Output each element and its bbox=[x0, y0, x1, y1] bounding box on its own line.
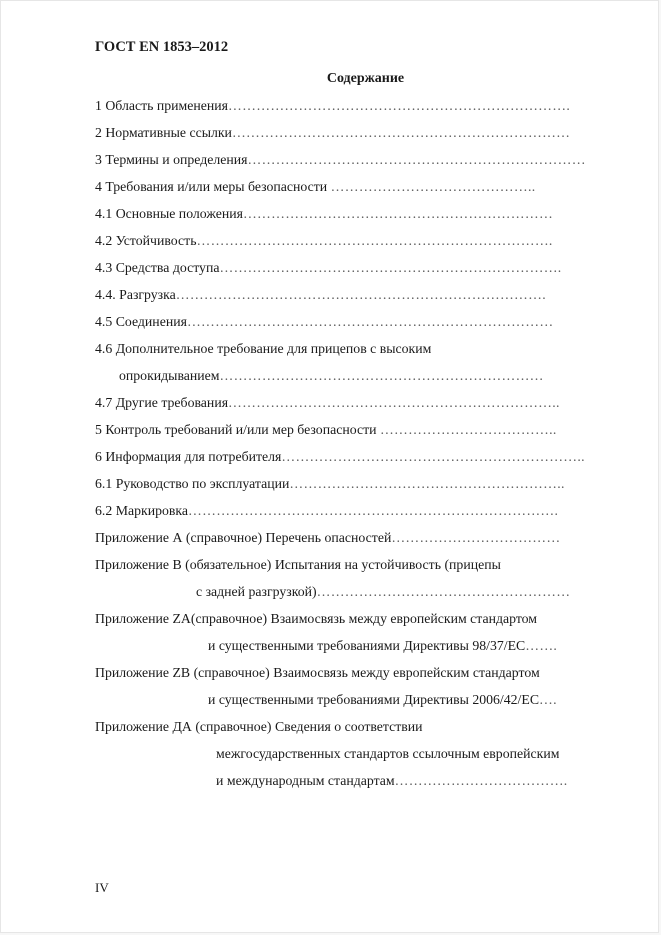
toc-entry-annex-b[interactable] bbox=[95, 556, 501, 574]
toc-leader-dots: ……………………………….. bbox=[379, 422, 557, 437]
toc-entry-annex-za-continued[interactable] bbox=[208, 637, 557, 655]
toc-leader-dots: ………………………………. bbox=[394, 773, 568, 788]
toc-entry-text: 4.4. Разгрузка bbox=[95, 287, 176, 302]
toc-leader-dots: ………………………………………………………………. bbox=[219, 260, 562, 275]
toc-entry-text: 4.5 Соединения bbox=[95, 314, 187, 329]
toc-entry-text: 4 Требования и/или меры безопасности bbox=[95, 179, 331, 194]
toc-entry-text: 2 Нормативные ссылки bbox=[95, 125, 232, 140]
toc-entry-4[interactable] bbox=[95, 178, 536, 196]
toc-leader-dots: …………………………………………………………….. bbox=[228, 395, 560, 410]
toc-entry-text: Приложение А (справочное) Перечень опасностей bbox=[95, 530, 392, 545]
toc-entry-text: Приложение ДА (справочное) Сведения о соответствии bbox=[95, 719, 423, 734]
toc-entry-text: 6.1 Руководство по эксплуатации bbox=[95, 476, 290, 491]
toc-entry-annex-zb-continued[interactable] bbox=[208, 691, 557, 709]
toc-entry-4-6-continued[interactable] bbox=[119, 367, 544, 385]
toc-entry-text: Приложение В (обязательное) Испытания на устойчивость (прицепы bbox=[95, 557, 501, 572]
toc-entry-6-1[interactable] bbox=[95, 475, 565, 493]
toc-entry-text: 4.2 Устойчивость bbox=[95, 233, 197, 248]
toc-entry-4-7[interactable] bbox=[95, 394, 560, 412]
toc-entry-4-4[interactable] bbox=[95, 286, 546, 304]
toc-entry-4-6[interactable] bbox=[95, 340, 431, 358]
toc-leader-dots: ……………………………………………………………………. bbox=[188, 503, 559, 518]
page-number: IV bbox=[95, 880, 109, 895]
toc-entry-annex-da-line2[interactable] bbox=[216, 745, 559, 763]
toc-leader-dots: ………………………………………………………………. bbox=[228, 98, 571, 113]
toc-entry-annex-da-line3[interactable] bbox=[216, 772, 568, 790]
toc-entry-text: и международным стандартам bbox=[216, 773, 395, 788]
toc-entry-annex-da[interactable] bbox=[95, 718, 423, 736]
toc-entry-text: межгосударственных стандартов ссылочным европейским bbox=[216, 746, 560, 761]
toc-entry-text: 6.2 Маркировка bbox=[95, 503, 189, 518]
toc-leader-dots: ………………………………………………….. bbox=[289, 476, 565, 491]
toc-title: Содержание bbox=[326, 71, 405, 86]
toc-entry-annex-zb[interactable] bbox=[95, 664, 540, 682]
toc-entry-text: и существенными требованиями Директивы 98/37/ЕС bbox=[208, 638, 526, 653]
toc-entry-text: 4.7 Другие требования bbox=[95, 395, 229, 410]
toc-entry-4-1[interactable] bbox=[95, 205, 553, 223]
toc-entry-1[interactable] bbox=[95, 97, 570, 115]
toc-entry-4-2[interactable] bbox=[95, 232, 553, 250]
toc-leader-dots: ……. bbox=[525, 638, 558, 653]
toc-leader-dots: …. bbox=[539, 692, 557, 707]
toc-entry-4-5[interactable] bbox=[95, 313, 553, 331]
toc-entry-text: 4.6 Дополнительное требование для прицепов с высоким bbox=[95, 341, 432, 356]
toc-leader-dots: ……………………………………………………………………. bbox=[175, 287, 547, 302]
document-code-header: ГОСТ EN 1853–2012 bbox=[95, 39, 229, 55]
toc-leader-dots: ………………………………………………………… bbox=[242, 206, 554, 221]
toc-leader-dots: ……………………………………………… bbox=[316, 584, 571, 599]
toc-entry-text: опрокидыванием bbox=[119, 368, 220, 383]
toc-leader-dots: …………………………………………………………………… bbox=[186, 314, 554, 329]
toc-leader-dots: …………………………………………………………… bbox=[219, 368, 544, 383]
toc-entry-text: 3 Термины и определения bbox=[95, 152, 248, 167]
toc-entry-text: с задней разгрузкой) bbox=[196, 584, 317, 599]
toc-leader-dots: ……………………………………………………….. bbox=[281, 449, 585, 464]
toc-entry-text: 4.1 Основные положения bbox=[95, 206, 243, 221]
toc-entry-5[interactable] bbox=[95, 421, 557, 439]
toc-entry-3[interactable] bbox=[95, 151, 586, 169]
toc-entry-text: 4.3 Средства доступа bbox=[95, 260, 220, 275]
toc-entry-text: Приложение ZA(справочное) Взаимосвязь между европейским стандартом bbox=[95, 611, 538, 626]
toc-leader-dots: …………………………………….. bbox=[330, 179, 536, 194]
toc-entry-2[interactable] bbox=[95, 124, 570, 142]
toc-entry-text: 1 Область применения bbox=[95, 98, 229, 113]
toc-entry-4-3[interactable] bbox=[95, 259, 562, 277]
toc-entry-annex-a[interactable] bbox=[95, 529, 561, 547]
toc-leader-dots: …………………………………………………………………. bbox=[196, 233, 553, 248]
toc-entry-text: 6 Информация для потребителя bbox=[95, 449, 282, 464]
toc-entry-text: и существенными требованиями Директивы 2006/42/ЕС bbox=[208, 692, 540, 707]
toc-leader-dots: ……………………………… bbox=[391, 530, 561, 545]
toc-leader-dots: ……………………………………………………………… bbox=[231, 125, 571, 140]
toc-entry-annex-za[interactable] bbox=[95, 610, 537, 628]
toc-leader-dots: ……………………………………………………………… bbox=[247, 152, 586, 167]
toc-entry-6[interactable] bbox=[95, 448, 585, 466]
toc-entry-6-2[interactable] bbox=[95, 502, 558, 520]
toc-entry-text: 5 Контроль требований и/или мер безопасности bbox=[95, 422, 380, 437]
toc-entry-text: Приложение ZB (справочное) Взаимосвязь между европейским стандартом bbox=[95, 665, 540, 680]
toc-entry-annex-b-continued[interactable] bbox=[196, 583, 570, 601]
